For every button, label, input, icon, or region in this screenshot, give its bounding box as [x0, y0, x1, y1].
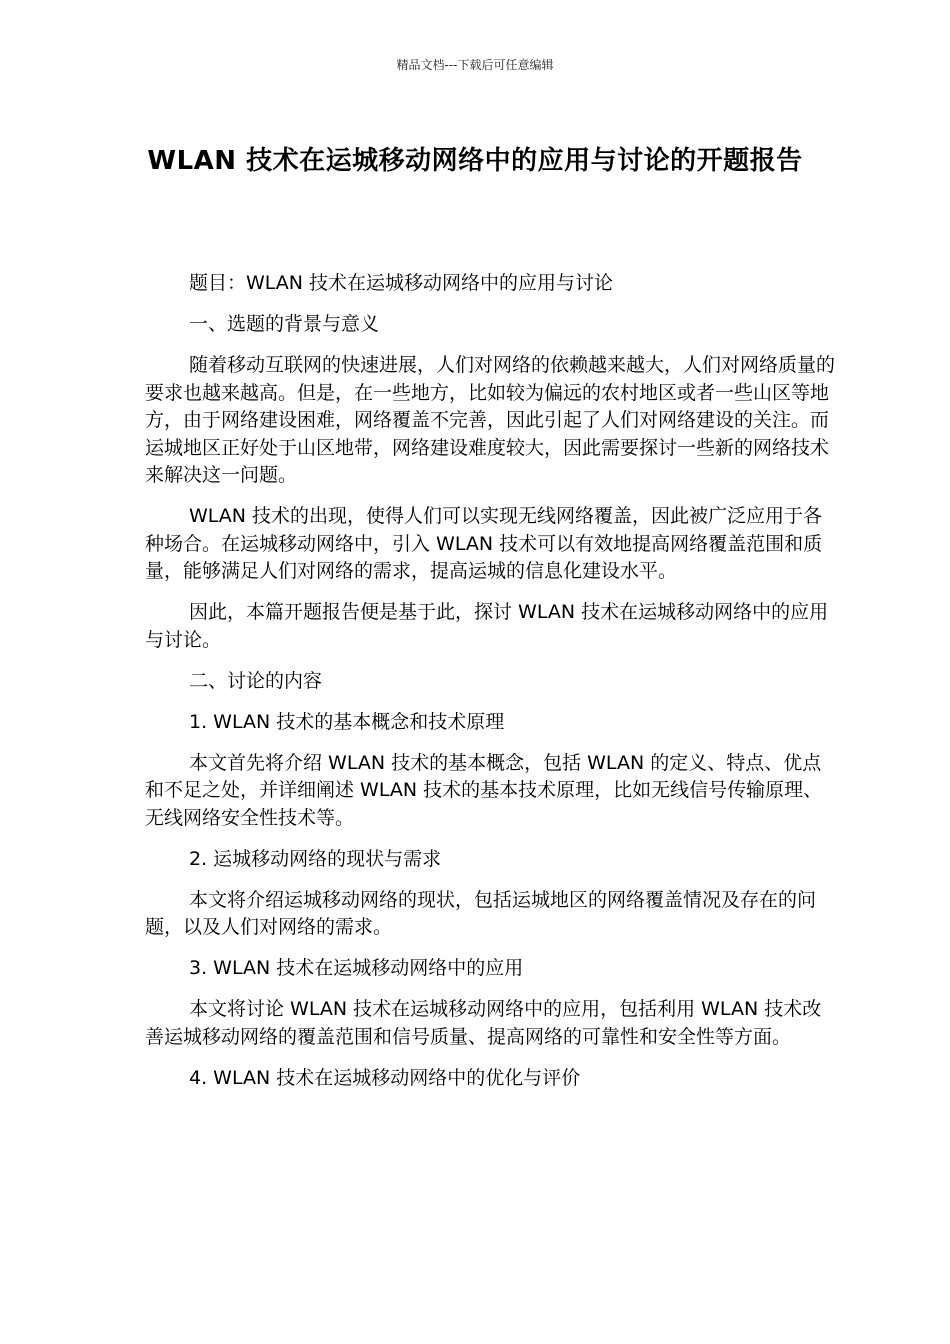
paragraph-background: 随着移动互联网的快速进展，人们对网络的依赖越来越大，人们对网络质量的要求也越来越高。但是，在一些地方，比如较为偏远的农村地区或者一些山区等地方，由于网络建设困难，网络覆盖不完善，因此引起了人们对网络建设的关注。而运城地区正好处于山区地带，网络建设难度较大，因此需要探讨一些新的网络技术来解决这一问题。 [145, 354, 836, 486]
paragraph-purpose: 因此，本篇开题报告便是基于此，探讨 WLAN 技术在运城移动网络中的应用与讨论。 [145, 601, 829, 651]
subheading-2: 2. 运城移动网络的现状与需求 [189, 847, 442, 870]
topic-line: 题目：WLAN 技术在运城移动网络中的应用与讨论 [189, 272, 614, 294]
subheading-1: 1. WLAN 技术的基本概念和技术原理 [189, 710, 505, 733]
section-heading-background: 一、选题的背景与意义 [189, 313, 380, 335]
subheading-3: 3. WLAN 技术在运城移动网络中的应用 [189, 957, 524, 979]
subheading-4: 4. WLAN 技术在运城移动网络中的优化与评价 [189, 1066, 581, 1089]
page-header-note: 精品文档---下载后可任意编辑 [396, 58, 554, 72]
paragraph-subheading-2: 本文将介绍运城移动网络的现状，包括运城地区的网络覆盖情况及存在的问题，以及人们对网络的需求。 [145, 888, 817, 938]
section-heading-content: 二、讨论的内容 [189, 669, 323, 692]
document-title: WLAN 技术在运城移动网络中的应用与讨论的开题报告 [147, 146, 803, 176]
paragraph-subheading-3: 本文将讨论 WLAN 技术在运城移动网络中的应用，包括利用 WLAN 技术改善运城移动网络的覆盖范围和信号质量、提高网络的可靠性和安全性等方面。 [145, 998, 822, 1048]
paragraph-wlan-emergence: WLAN 技术的出现，使得人们可以实现无线网络覆盖，因此被广泛应用于各种场合。在运城移动网络中，引入 WLAN 技术可以有效地提高网络覆盖范围和质量，能够满足人们对网络的需求，提高运城的信息化建设水平。 [145, 505, 823, 582]
document-body [145, 270, 835, 1106]
paragraph-subheading-1: 本文首先将介绍 WLAN 技术的基本概念，包括 WLAN 的定义、特点、优点和不足之处，并详细阐述 WLAN 技术的基本技术原理，比如无线信号传输原理、无线网络安全性技术等。 [145, 751, 823, 829]
